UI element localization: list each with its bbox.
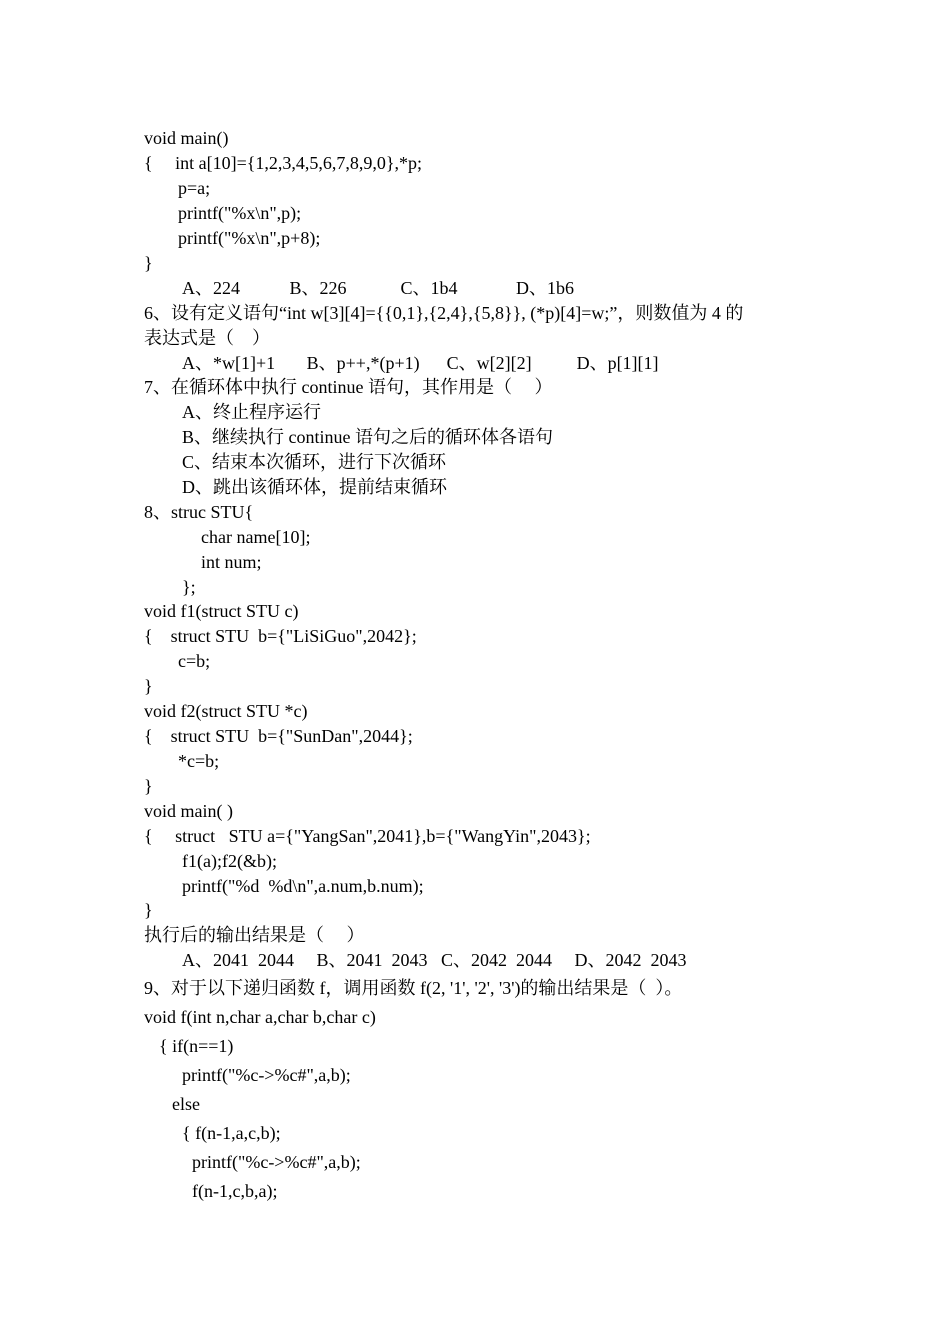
question-8: 8、struc STU{ — [144, 502, 254, 522]
text-line: printf("%d %d\n",a.num,b.num); — [182, 876, 424, 896]
question-9: 9、对于以下递归函数 f，调用函数 f(2, '1', '2', '3')的输出结果是（ ）。 — [144, 978, 683, 998]
text-line: } — [144, 900, 153, 920]
answer-option: D、跳出该循环体，提前结束循环 — [182, 477, 447, 497]
text-line: void main() — [144, 128, 229, 148]
text-line: c=b; — [178, 651, 211, 671]
answer-option: B、继续执行 continue 语句之后的循环体各语句 — [182, 427, 553, 447]
text-line: f(n-1,c,b,a); — [192, 1181, 278, 1201]
text-line: { f(n-1,a,c,b); — [182, 1123, 281, 1143]
text-line: void f2(struct STU *c) — [144, 701, 308, 721]
answer-option: C、结束本次循环，进行下次循环 — [182, 452, 447, 472]
text-line: void f1(struct STU c) — [144, 601, 299, 621]
text-line: } — [144, 776, 153, 796]
text-line: { struct STU b={"LiSiGuo",2042}; — [144, 626, 417, 646]
answer-options: A、2041 2044 B、2041 2043 C、2042 2044 D、2042 2043 — [182, 950, 687, 970]
text-line: { if(n==1) — [159, 1036, 234, 1056]
text-line: void main( ) — [144, 801, 233, 821]
text-line: printf("%c->%c#",a,b); — [192, 1152, 361, 1172]
text-line: printf("%c->%c#",a,b); — [182, 1065, 351, 1085]
text-line: { int a[10]={1,2,3,4,5,6,7,8,9,0},*p; — [144, 153, 423, 173]
text-line: 表达式是（ ） — [144, 328, 270, 348]
question-6: 6、设有定义语句“int w[3][4]={{0,1},{2,4},{5,8}}, (*p)[4]=w;”，则数值为 4 的 — [144, 303, 744, 323]
text-line: { struct STU b={"SunDan",2044}; — [144, 726, 413, 746]
text-line: 执行后的输出结果是（ ） — [144, 925, 365, 945]
text-line: int num; — [201, 552, 262, 572]
answer-options: A、224 B、226 C、1b4 D、1b6 — [182, 278, 575, 298]
text-line: } — [144, 676, 153, 696]
text-line: f1(a);f2(&b); — [182, 851, 277, 871]
text-line: printf("%x\n",p+8); — [178, 228, 321, 248]
text-line: *c=b; — [178, 751, 220, 771]
text-line: else — [172, 1094, 200, 1114]
answer-options: A、*w[1]+1 B、p++,*(p+1) C、w[2][2] D、p[1][1] — [182, 353, 659, 373]
text-line: char name[10]; — [201, 527, 311, 547]
text-line: printf("%x\n",p); — [178, 203, 302, 223]
text-line: } — [144, 253, 153, 273]
text-line: void f(int n,char a,char b,char c) — [144, 1007, 376, 1027]
question-7: 7、在循环体中执行 continue 语句，其作用是（ ） — [144, 377, 553, 397]
text-line: }; — [182, 577, 196, 597]
text-line: p=a; — [178, 178, 211, 198]
answer-option: A、终止程序运行 — [182, 402, 321, 422]
text-line: { struct STU a={"YangSan",2041},b={"WangYin",2043}; — [144, 826, 591, 846]
